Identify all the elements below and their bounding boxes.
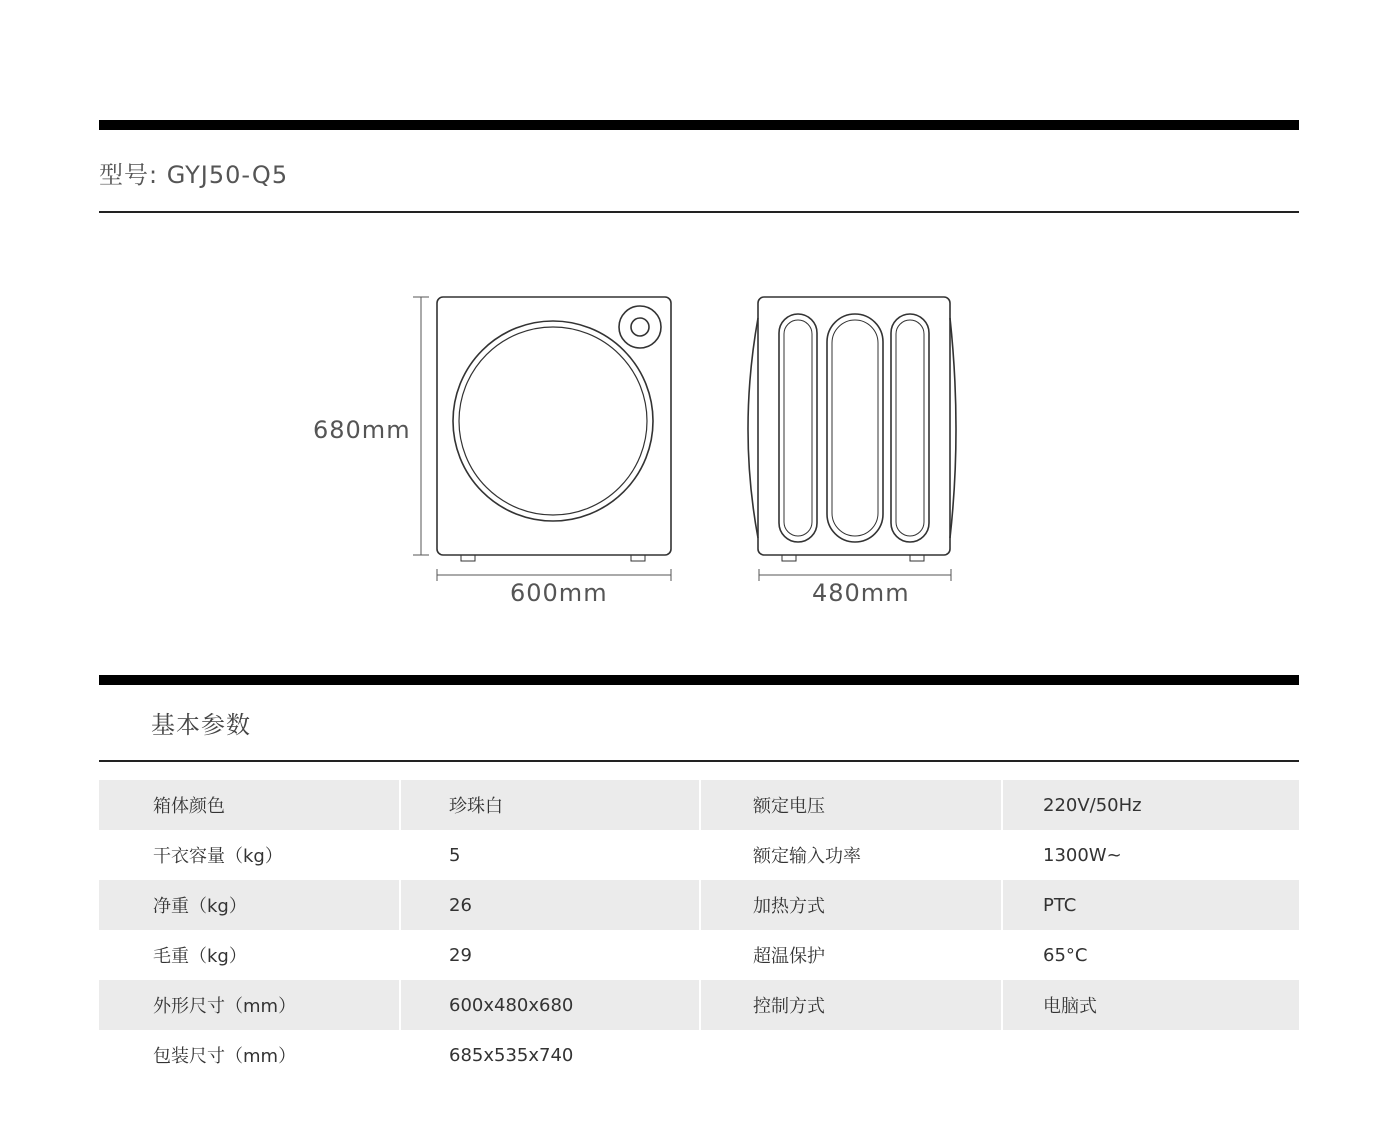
- spec-key: 干衣容量（kg）: [153, 846, 283, 867]
- spec-key: 控制方式: [701, 980, 1003, 1030]
- section-title: 基本参数: [151, 711, 251, 739]
- spec-key: 箱体颜色: [99, 780, 401, 830]
- depth-label: 480mm: [812, 579, 910, 607]
- spec-value: 65°C: [1043, 944, 1088, 966]
- section-divider-bar: [99, 675, 1299, 685]
- front-view-drawing: [437, 297, 671, 561]
- spec-value: 电脑式: [1003, 980, 1299, 1030]
- table-row: [99, 930, 1299, 980]
- height-label: 680mm: [313, 416, 411, 444]
- table-row: [99, 830, 1299, 880]
- spec-key: 净重（kg）: [99, 880, 401, 930]
- spec-key: 额定电压: [701, 780, 1003, 830]
- spec-value: 29: [449, 944, 472, 966]
- side-view-drawing: [748, 297, 956, 561]
- spec-value: 600x480x680: [401, 980, 701, 1030]
- height-dimension-line: [413, 297, 429, 555]
- spec-value: 685x535x740: [449, 1044, 574, 1066]
- spec-key: 超温保护: [753, 946, 825, 967]
- table-row: [99, 880, 1299, 930]
- spec-key: [701, 1030, 1003, 1080]
- spec-key: 包装尺寸（mm）: [153, 1046, 297, 1067]
- width-label: 600mm: [510, 579, 608, 607]
- spec-value: 5: [449, 844, 461, 866]
- spec-value: 220V/50Hz: [1003, 780, 1299, 830]
- section-divider-line: [99, 760, 1299, 762]
- spec-value: 珍珠白: [401, 780, 701, 830]
- spec-value: [1003, 1030, 1299, 1080]
- table-row: [99, 780, 1299, 830]
- model-title: 型号: GYJ50-Q5: [99, 161, 289, 189]
- spec-key: 外形尺寸（mm）: [99, 980, 401, 1030]
- spec-value: 1300W~: [1043, 844, 1122, 866]
- spec-table: [99, 780, 1299, 1080]
- table-row: [99, 980, 1299, 1030]
- table-row: [99, 1030, 1299, 1080]
- spec-key: 毛重（kg）: [153, 946, 247, 967]
- spec-key: 额定输入功率: [753, 846, 861, 867]
- spec-value: 26: [401, 880, 701, 930]
- spec-value: PTC: [1003, 880, 1299, 930]
- spec-key: 加热方式: [701, 880, 1003, 930]
